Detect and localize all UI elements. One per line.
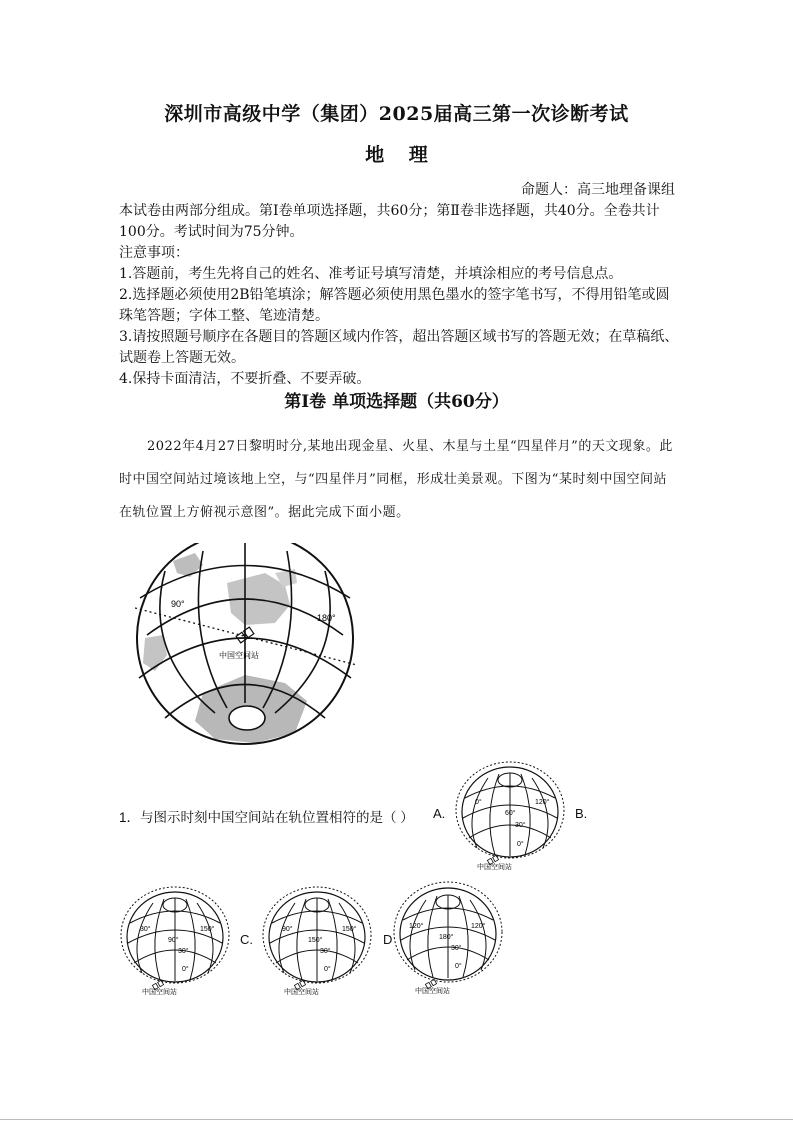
longitude-line — [490, 774, 499, 855]
option-d-label[interactable]: D — [383, 932, 393, 947]
lon-label: 60° — [505, 810, 516, 817]
page-bottom-border — [0, 1119, 793, 1120]
lat-label: 30° — [320, 948, 331, 955]
instructions-block — [119, 201, 679, 390]
notice-item: 4.保持卡面清洁，不要折叠、不要弄破。 — [119, 371, 371, 387]
exam-title: 深圳市高级中学（集团）2025届高三第一次诊断考试 — [164, 103, 629, 125]
notice-label: 注意事项： — [119, 245, 189, 261]
lon-label: 90° — [168, 937, 179, 944]
longitude-line — [198, 551, 227, 708]
lon-label: 30° — [140, 926, 151, 933]
station-label: 中国空间站 — [415, 988, 450, 995]
option-a-figure — [455, 760, 570, 872]
lon-label: 150° — [308, 937, 323, 944]
lon-label: 120° — [471, 923, 486, 930]
option-b-figure — [120, 885, 235, 997]
lat-label: 30° — [515, 822, 526, 829]
pole-circle — [229, 706, 265, 730]
option-a-label[interactable]: A. — [433, 806, 446, 821]
longitude-line — [297, 899, 306, 980]
option-c-figure — [262, 885, 377, 997]
lat-label: 30° — [178, 948, 189, 955]
notice-item: 3.请按照题号顺序在各题目的答题区域内作答，超出答题区域书写的答题无效；在草稿纸、试题卷上答题无效。 — [119, 329, 679, 366]
label-180: 180° — [317, 613, 336, 623]
option-b-label[interactable]: B. — [575, 806, 588, 821]
notice-item: 2.选择题必须使用2B铅笔填涂；解答题必须使用黑色墨水的签字笔书写，不得用铅笔或圆珠笔答题；字体工整、笔迹清楚。 — [119, 287, 670, 324]
lon-label: 120° — [535, 799, 550, 806]
longitude-line — [155, 899, 164, 980]
label-90: 90° — [171, 599, 185, 609]
option-d-figure — [393, 880, 508, 996]
land-shape — [143, 635, 167, 671]
intro-paragraph: 本试卷由两部分组成。第Ⅰ卷单项选择题，共60分；第Ⅱ卷非选择题，共40分。全卷共计100分。考试时间为75分钟。 — [119, 203, 660, 240]
station-label: 中国空间站 — [284, 989, 319, 996]
lat-label: 0° — [182, 966, 189, 973]
section-title: 第Ⅰ卷 单项选择题（共60分） — [284, 392, 509, 412]
subject-title: 地 理 — [365, 144, 428, 166]
station-label: 中国空间站 — [477, 864, 512, 871]
question-1-stem: 1．与图示时刻中国空间站在轨位置相符的是（ ） — [119, 810, 414, 825]
station-label: 中国空间站 — [219, 651, 259, 660]
lat-label: 0° — [455, 963, 462, 970]
land-shape — [173, 553, 203, 577]
notice-item: 1.答题前，考生先将自己的姓名、准考证号填写清楚，并填涂相应的考号信息点。 — [119, 266, 623, 282]
author-line: 命题人：高三地理备课组 — [521, 182, 675, 198]
lat-label: 0° — [517, 841, 524, 848]
lat-label: 30° — [451, 945, 462, 952]
option-c-label[interactable]: C. — [240, 932, 253, 947]
lon-label: 120° — [409, 923, 424, 930]
longitude-line — [428, 896, 437, 977]
lon-label: 180° — [439, 934, 454, 941]
main-globe-figure — [135, 543, 360, 748]
lon-label: 0° — [475, 799, 482, 806]
lat-label: 0° — [324, 966, 331, 973]
station-label: 中国空间站 — [142, 989, 177, 996]
lon-label: 90° — [282, 926, 293, 933]
lon-label: 150° — [342, 926, 357, 933]
space-station-icon — [236, 627, 254, 643]
lon-label: 150° — [200, 926, 215, 933]
passage-text: 2022年4月27日黎明时分,某地出现金星、火星、木星与土星“四星伴月”的天文现象。此时中国空间站过境该地上空，与“四星伴月”同框，形成壮美景观。下图为“某时刻中国空间站在轨位置上方俯视示意图”。据此完成下面小题。 — [119, 439, 673, 520]
